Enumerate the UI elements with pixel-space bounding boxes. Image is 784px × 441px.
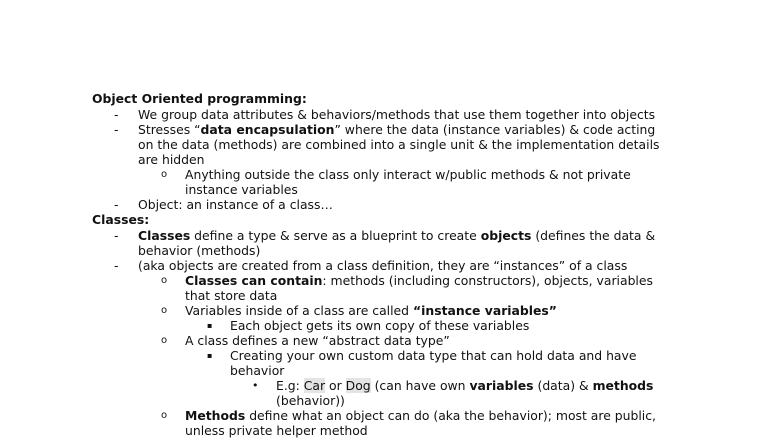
list-item-continuation (0, 363, 784, 378)
heading-classes: Classes: (92, 212, 150, 227)
list-item (0, 303, 784, 318)
text-fragment: (can have own (370, 378, 470, 393)
list-item (0, 318, 784, 333)
item-text (0, 408, 784, 423)
item-text (0, 273, 784, 288)
list-item-continuation (0, 137, 784, 152)
list-item (0, 167, 784, 182)
text-fragment: Stresses “ (138, 122, 201, 137)
list-item-continuation (0, 152, 784, 167)
bold-term: methods (592, 378, 654, 393)
dash-marker: - (114, 122, 119, 137)
list-item-continuation (0, 423, 784, 438)
document-body (0, 91, 784, 438)
item-text: Each object gets its own copy of these variables (230, 318, 530, 333)
highlighted-term: Dog (345, 378, 371, 393)
item-text: We group data attributes & behaviors/methods that use them together into objects (138, 107, 656, 122)
dash-marker: - (114, 228, 119, 243)
text-fragment: Variables inside of a class are called (185, 303, 413, 318)
item-text: A class defines a new “abstract data type” (185, 333, 450, 348)
item-text (0, 378, 784, 393)
highlighted-term: Car (303, 378, 326, 393)
list-item (0, 107, 784, 122)
text-fragment: ” where the data (instance variables) & code acting (334, 122, 656, 137)
item-text: are hidden (138, 152, 205, 167)
item-text: Anything outside the class only interact w/public methods & not private (185, 167, 631, 182)
circle-marker: o (161, 275, 168, 286)
list-item (0, 348, 784, 363)
list-item (0, 197, 784, 212)
list-item (0, 122, 784, 137)
text-fragment: define a type & serve as a blueprint to create (190, 228, 481, 243)
list-item (0, 228, 784, 243)
dot-marker: • (252, 379, 259, 392)
item-text: that store data (185, 288, 278, 303)
text-fragment: (defines the data & (531, 228, 656, 243)
list-item (0, 258, 784, 273)
dash-marker: - (114, 107, 119, 122)
text-fragment: : methods (including constructors), objects, variables (322, 273, 653, 288)
bold-term: “instance variables” (413, 303, 557, 318)
list-item-continuation (0, 243, 784, 258)
item-text: Creating your own custom data type that can hold data and have (230, 348, 637, 363)
item-text: (aka objects are created from a class definition, they are “instances” of a class (138, 258, 628, 273)
list-item-continuation (0, 288, 784, 303)
heading-oop: Object Oriented programming: (92, 91, 307, 106)
list-item (0, 408, 784, 423)
list-item (0, 378, 784, 393)
dash-marker: - (114, 197, 119, 212)
text-fragment: (data) & (533, 378, 593, 393)
bold-term: objects (480, 228, 532, 243)
circle-marker: o (161, 335, 168, 346)
item-text: instance variables (185, 182, 298, 197)
item-text: (behavior)) (276, 393, 345, 408)
bold-term: Classes (138, 228, 191, 243)
text-fragment: E.g: (276, 378, 304, 393)
square-marker: ▪ (207, 351, 213, 360)
list-item (0, 333, 784, 348)
circle-marker: o (161, 305, 168, 316)
item-text: behavior (methods) (138, 243, 261, 258)
circle-marker: o (161, 169, 168, 180)
item-text: on the data (methods) are combined into a single unit & the implementation details (138, 137, 660, 152)
item-text: unless private helper method (185, 423, 368, 438)
text-fragment: or (325, 378, 346, 393)
bold-term: variables (469, 378, 534, 393)
list-item-continuation (0, 393, 784, 408)
list-item-continuation (0, 182, 784, 197)
text-fragment: define what an object can do (aka the behavior); most are public, (245, 408, 656, 423)
list-item (0, 273, 784, 288)
bold-term: Methods (185, 408, 246, 423)
item-text (0, 303, 784, 318)
item-text: Object: an instance of a class… (138, 197, 333, 212)
square-marker: ▪ (207, 321, 213, 330)
bold-term: Classes can contain (185, 273, 323, 288)
circle-marker: o (161, 410, 168, 421)
bold-term: data encapsulation (200, 122, 335, 137)
item-text: behavior (230, 363, 285, 378)
dash-marker: - (114, 258, 119, 273)
